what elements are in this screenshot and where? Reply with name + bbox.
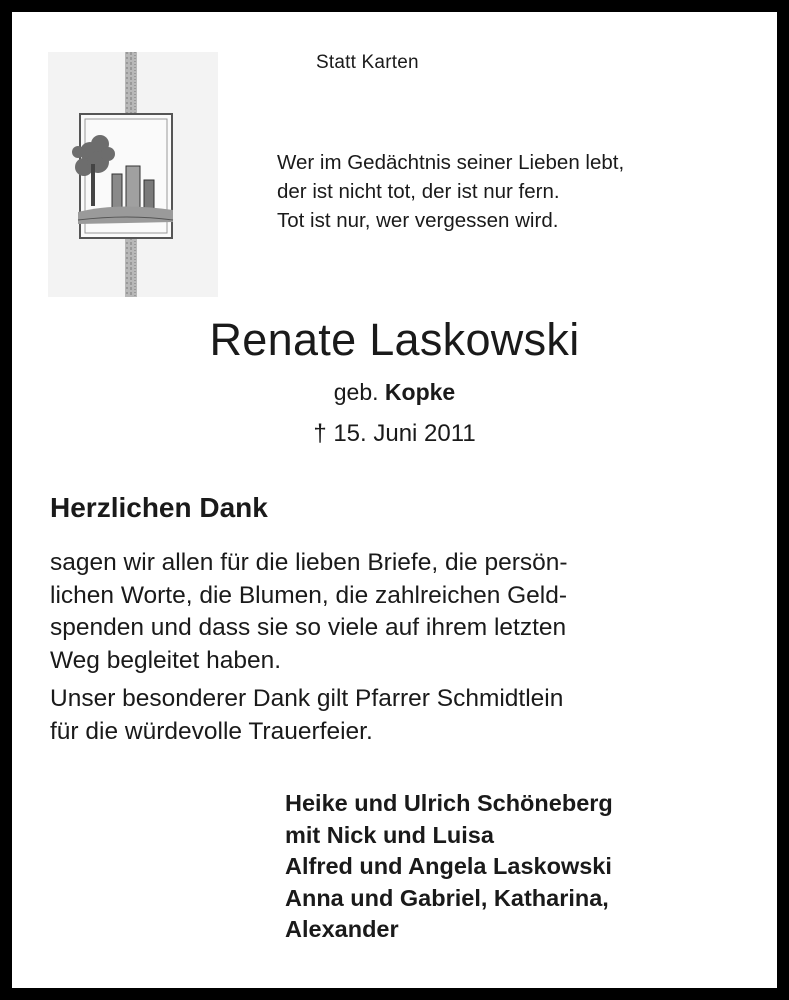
thanks-body	[50, 547, 568, 748]
obituary-card	[12, 12, 777, 988]
maiden-name: Kopke	[384, 379, 456, 405]
signature-line: Heike und Ulrich Schöneberg	[285, 790, 613, 816]
poem-line: der ist nicht tot, der ist nur fern.	[277, 180, 560, 203]
statt-karten-label: Statt Karten	[316, 52, 419, 73]
body-line: für die würdevolle Trauerfeier.	[50, 717, 373, 745]
body-line: lichen Worte, die Blumen, die zahlreichen Geld-	[50, 581, 568, 609]
family-signatures	[285, 788, 613, 946]
poem-line: Tot ist nur, wer vergessen wird.	[277, 209, 559, 232]
deceased-name: Renate Laskowski	[209, 314, 580, 365]
signature-line: Anna und Gabriel, Katharina,	[285, 884, 609, 911]
maiden-name-line	[12, 379, 777, 406]
signature-line: mit Nick und Luisa	[285, 821, 494, 848]
memorial-poem	[277, 148, 624, 235]
thanks-heading: Herzlichen Dank	[50, 492, 268, 523]
body-line: spenden und dass sie so viele auf ihrem letzten	[50, 614, 567, 641]
poem-line: Wer im Gedächtnis seiner Lieben lebt,	[277, 151, 625, 174]
memorial-illustration	[48, 52, 218, 297]
signature-line: Alexander	[285, 916, 399, 942]
signature-line: Alfred und Angela Laskowski	[285, 853, 612, 879]
body-line: sagen wir allen für die lieben Briefe, die persön-	[50, 549, 568, 576]
body-line: Weg begleitet haben.	[50, 646, 282, 674]
body-line: Unser besonderer Dank gilt Pfarrer Schmidtlein	[50, 685, 564, 712]
memorial-drawing-icon	[48, 52, 218, 297]
born-prefix: geb.	[333, 379, 379, 405]
death-date: † 15. Juni 2011	[313, 420, 476, 447]
